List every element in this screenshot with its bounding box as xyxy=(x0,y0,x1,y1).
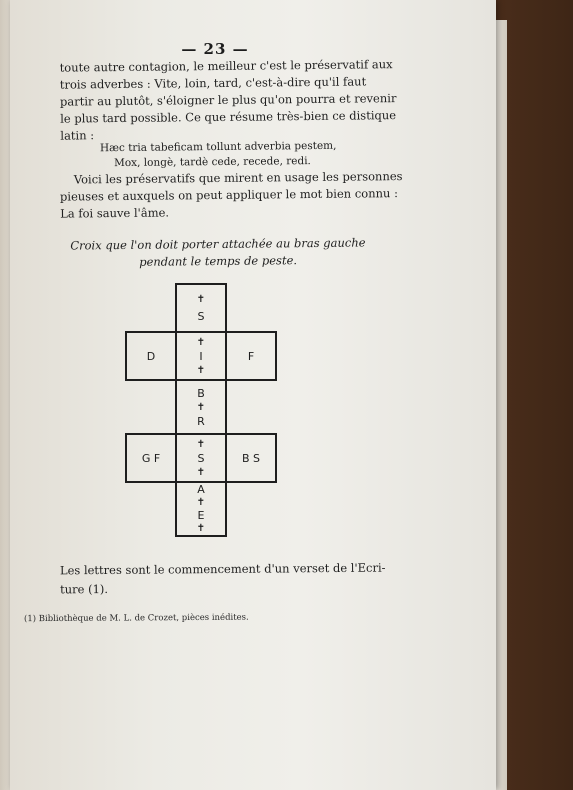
cross-cell-left xyxy=(125,331,177,381)
text-line: Les lettres sont le commencement d'un verset de l'Ecri- xyxy=(59,560,386,578)
book-page xyxy=(10,0,496,790)
caption-line: pendant le temps de peste. xyxy=(139,253,298,269)
cross-cell-bottom xyxy=(175,481,227,537)
cell-letter: R xyxy=(197,414,205,428)
plague-cross-diagram xyxy=(10,0,496,790)
cross-symbol: ✝ xyxy=(196,336,206,348)
text-line: toute autre contagion, le meilleur c'est le préservatif aux xyxy=(59,57,393,75)
cross-symbol: ✝ xyxy=(196,497,206,508)
cell-letter: S xyxy=(197,310,205,323)
cross-symbol: ✝ xyxy=(196,523,206,534)
cross-symbol: ✝ xyxy=(196,466,206,478)
cross-symbol: ✝ xyxy=(196,294,206,305)
cell-letter: D xyxy=(146,349,156,363)
cell-letter: B xyxy=(197,386,205,400)
text-line: ture (1). xyxy=(60,581,109,597)
text-line: trois adverbes : Vite, loin, tard, c'est-à-dire qu'il faut xyxy=(59,74,367,92)
cross-symbol: ✝ xyxy=(196,364,206,376)
quote-line: Hæc tria tabeficam tollunt adverbia pestem, xyxy=(99,139,337,155)
cross-cell-center-lower xyxy=(175,433,227,483)
page-number: — 23 — xyxy=(181,40,249,58)
paragraph-3 xyxy=(59,559,386,600)
text-line: Voici les préservatifs que mirent en usage les personnes xyxy=(73,169,403,187)
cell-letter: F xyxy=(247,349,255,363)
cross-symbol: ✝ xyxy=(196,401,206,413)
text-line: latin : xyxy=(60,128,95,143)
cell-letter: G F xyxy=(141,451,161,465)
caption-line: Croix que l'on doit porter attachée au bras gauche xyxy=(70,235,366,253)
cross-cell-lower-right xyxy=(225,433,277,483)
cross-cell-top xyxy=(175,283,227,333)
quote-line: Mox, longè, tardè cede, recede, redi. xyxy=(114,155,311,170)
cross-cell-right xyxy=(225,331,277,381)
cell-letter: E xyxy=(197,509,205,522)
cell-letter: A xyxy=(197,483,205,496)
cell-letter: B S xyxy=(241,451,261,465)
cell-letter: S xyxy=(197,451,205,465)
cross-cell-middle xyxy=(175,379,227,435)
cell-letter: I xyxy=(199,349,203,363)
text-line: pieuses et auxquels on peut appliquer le mot bien connu : xyxy=(59,186,398,204)
text-line: partir au plutôt, s'éloigner le plus qu'on pourra et revenir xyxy=(59,91,397,109)
text-line: La foi sauve l'âme. xyxy=(60,205,170,221)
footnote: (1) Bibliothèque de M. L. de Crozet, pièces inédites. xyxy=(23,612,249,625)
cross-cell-lower-left xyxy=(125,433,177,483)
cross-cell-center-upper xyxy=(175,331,227,381)
cross-symbol: ✝ xyxy=(196,438,206,450)
text-line: le plus tard possible. Ce que résume très-bien ce distique xyxy=(60,108,397,126)
